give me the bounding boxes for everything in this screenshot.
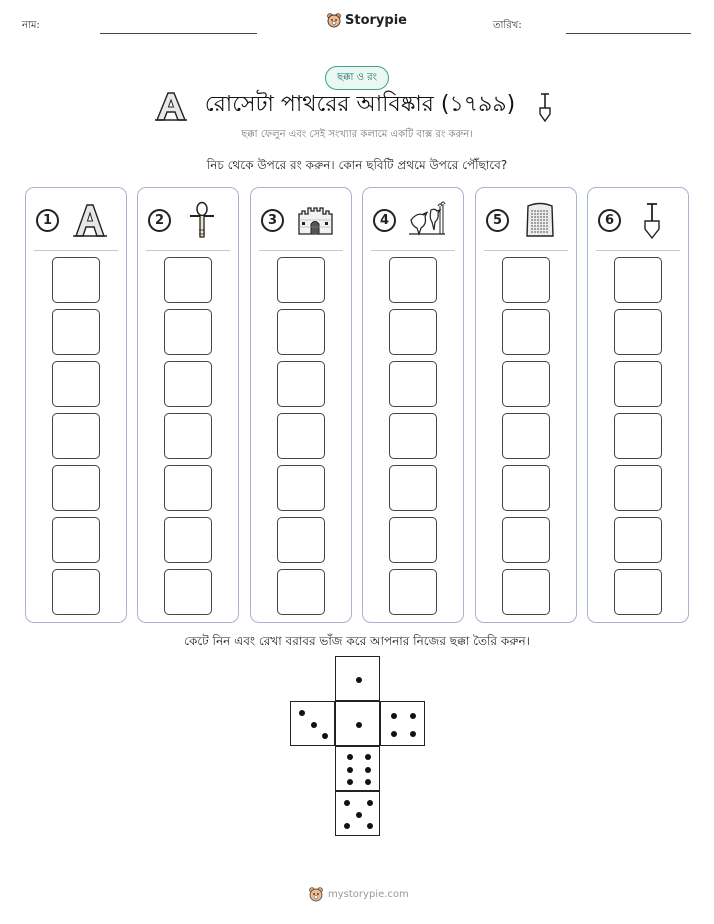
bear-icon <box>326 12 342 28</box>
column-divider <box>484 250 568 251</box>
column-number: 3 <box>261 209 284 232</box>
die-pip <box>356 722 362 728</box>
column-4 <box>362 187 464 623</box>
die-pip <box>347 754 353 760</box>
die-pip <box>347 767 353 773</box>
color-box[interactable] <box>502 309 550 355</box>
color-box[interactable] <box>614 517 662 563</box>
column-5 <box>475 187 577 623</box>
die-pip <box>311 722 317 728</box>
die-pip <box>391 713 397 719</box>
color-box[interactable] <box>502 413 550 459</box>
footer <box>308 886 409 902</box>
column-number: 2 <box>148 209 171 232</box>
column-divider <box>596 250 680 251</box>
column-icon <box>70 200 110 240</box>
die-face <box>335 746 380 791</box>
die-pip <box>391 731 397 737</box>
color-box[interactable] <box>164 361 212 407</box>
color-box[interactable] <box>614 465 662 511</box>
column-divider <box>34 250 118 251</box>
color-box[interactable] <box>52 517 100 563</box>
color-box[interactable] <box>389 517 437 563</box>
color-box[interactable] <box>502 257 550 303</box>
color-box[interactable] <box>52 257 100 303</box>
color-box[interactable] <box>502 569 550 615</box>
game-badge: ছক্কা ও রং <box>325 66 389 90</box>
die-face <box>335 656 380 701</box>
color-box[interactable] <box>502 517 550 563</box>
ankh-icon <box>182 200 222 240</box>
column-divider <box>259 250 343 251</box>
storypie-logo <box>326 12 407 28</box>
color-box[interactable] <box>164 569 212 615</box>
color-box[interactable] <box>614 309 662 355</box>
die-pip <box>344 800 350 806</box>
fort-icon <box>295 200 335 240</box>
column-number: 5 <box>486 209 509 232</box>
color-box[interactable] <box>614 361 662 407</box>
die-pip <box>367 800 373 806</box>
color-box[interactable] <box>52 465 100 511</box>
cut-instruction: কেটে নিন এবং রেখা বরাবর ভাঁজ করে আপনার নিজের ছক্কা তৈরি করুন। <box>184 634 530 648</box>
color-box[interactable] <box>52 309 100 355</box>
page-title: রোসেটা পাথরের আবিষ্কার (১৭৯৯) <box>204 91 516 117</box>
color-box[interactable] <box>277 257 325 303</box>
die-pip <box>344 823 350 829</box>
subtitle: ছক্কা ফেলুন এবং সেই সংখ্যার কলামে একটি বাক্স রং করুন। <box>241 129 473 140</box>
die-pip <box>299 710 305 716</box>
column-divider <box>146 250 230 251</box>
color-box[interactable] <box>389 257 437 303</box>
column-icon <box>295 200 335 240</box>
color-box[interactable] <box>277 361 325 407</box>
die-face <box>335 791 380 836</box>
footer-site: mystorypie.com <box>328 888 409 900</box>
letter-a-icon <box>70 200 110 240</box>
die-pip <box>322 733 328 739</box>
die-face <box>380 701 425 746</box>
bear-icon <box>308 886 324 902</box>
shovel-icon <box>536 92 554 122</box>
color-box[interactable] <box>502 361 550 407</box>
die-pip <box>365 754 371 760</box>
die-pip <box>365 767 371 773</box>
die-pip <box>410 713 416 719</box>
name-line <box>100 33 257 34</box>
column-number: 1 <box>36 209 59 232</box>
column-2 <box>137 187 239 623</box>
die-pip <box>356 677 362 683</box>
shovel-icon <box>632 200 672 240</box>
color-box[interactable] <box>164 309 212 355</box>
color-box[interactable] <box>164 465 212 511</box>
color-box[interactable] <box>277 413 325 459</box>
column-icon <box>520 200 560 240</box>
stone-tablet-icon <box>520 200 560 240</box>
color-box[interactable] <box>389 361 437 407</box>
date-line <box>566 33 691 34</box>
color-box[interactable] <box>614 257 662 303</box>
color-box[interactable] <box>277 309 325 355</box>
color-box[interactable] <box>277 465 325 511</box>
color-box[interactable] <box>164 413 212 459</box>
color-box[interactable] <box>277 517 325 563</box>
color-box[interactable] <box>52 569 100 615</box>
column-divider <box>371 250 455 251</box>
color-box[interactable] <box>164 257 212 303</box>
color-box[interactable] <box>614 413 662 459</box>
name-label: নাম: <box>22 20 40 31</box>
die-face <box>290 701 335 746</box>
column-6 <box>587 187 689 623</box>
color-box[interactable] <box>389 465 437 511</box>
die-pip <box>365 779 371 785</box>
color-box[interactable] <box>614 569 662 615</box>
color-box[interactable] <box>52 361 100 407</box>
instruction: নিচ থেকে উপরে রং করুন। কোন ছবিটি প্রথমে উপরে পৌঁছাবে? <box>206 158 508 172</box>
color-box[interactable] <box>502 465 550 511</box>
die-pip <box>410 731 416 737</box>
color-box[interactable] <box>389 309 437 355</box>
color-box[interactable] <box>389 569 437 615</box>
column-icon <box>632 200 672 240</box>
column-1 <box>25 187 127 623</box>
column-number: 4 <box>373 209 396 232</box>
column-3 <box>250 187 352 623</box>
column-icon <box>407 200 447 240</box>
color-box[interactable] <box>277 569 325 615</box>
column-icon <box>182 200 222 240</box>
die-pip <box>367 823 373 829</box>
color-box[interactable] <box>164 517 212 563</box>
color-box[interactable] <box>52 413 100 459</box>
die-pip <box>356 812 362 818</box>
birds-icon <box>407 200 447 240</box>
die-face <box>335 701 380 746</box>
column-number: 6 <box>598 209 621 232</box>
logo-text: Storypie <box>345 12 407 28</box>
date-label: তারিখ: <box>493 20 522 31</box>
die-pip <box>347 779 353 785</box>
color-box[interactable] <box>389 413 437 459</box>
